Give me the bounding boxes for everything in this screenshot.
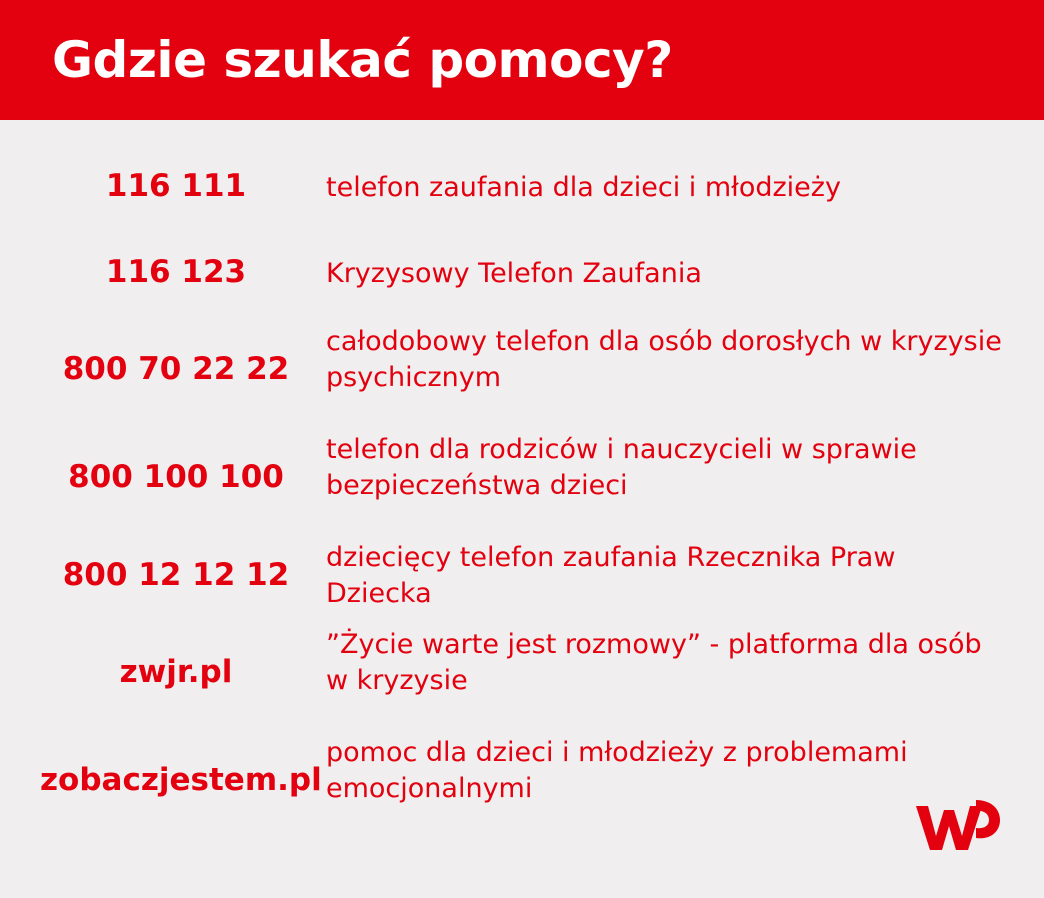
contact-key: zobaczjestem.pl xyxy=(40,762,322,799)
contact-description: telefon zaufania dla dzieci i młodzieży xyxy=(326,171,841,203)
contact-description: ”Życie warte jest rozmowy” - platforma dla osób w kryzysie xyxy=(326,628,982,697)
contact-key: 800 100 100 xyxy=(68,459,284,496)
contact-key: 800 12 12 12 xyxy=(62,556,290,593)
list-item xyxy=(40,727,1004,835)
page-title: Gdzie szukać pomocy? xyxy=(52,31,673,89)
list-item xyxy=(40,424,1004,532)
header-band xyxy=(0,0,1044,120)
contact-description: całodobowy telefon dla osób dorosłych w kryzysie psychicznym xyxy=(326,326,1002,394)
list-item xyxy=(40,532,1004,619)
wp-logo-icon xyxy=(914,798,1000,856)
contact-list xyxy=(0,120,1044,835)
contact-key: 116 123 xyxy=(105,254,247,291)
contact-description: Kryzysowy Telefon Zaufania xyxy=(326,257,702,289)
contact-description: telefon dla rodziców i nauczycieli w sprawie bezpieczeństwa dzieci xyxy=(326,434,917,502)
contact-description: pomoc dla dzieci i młodzieży z problemami emocjonalnymi xyxy=(326,736,908,805)
contact-key: zwjr.pl xyxy=(119,654,233,691)
contact-key: 116 111 xyxy=(105,168,247,205)
list-item xyxy=(40,144,1004,230)
contact-description: dziecięcy telefon zaufania Rzecznika Praw Dziecka xyxy=(326,542,896,610)
contact-key: 800 70 22 22 xyxy=(62,351,290,388)
list-item xyxy=(40,316,1004,424)
list-item xyxy=(40,619,1004,727)
list-item xyxy=(40,230,1004,316)
